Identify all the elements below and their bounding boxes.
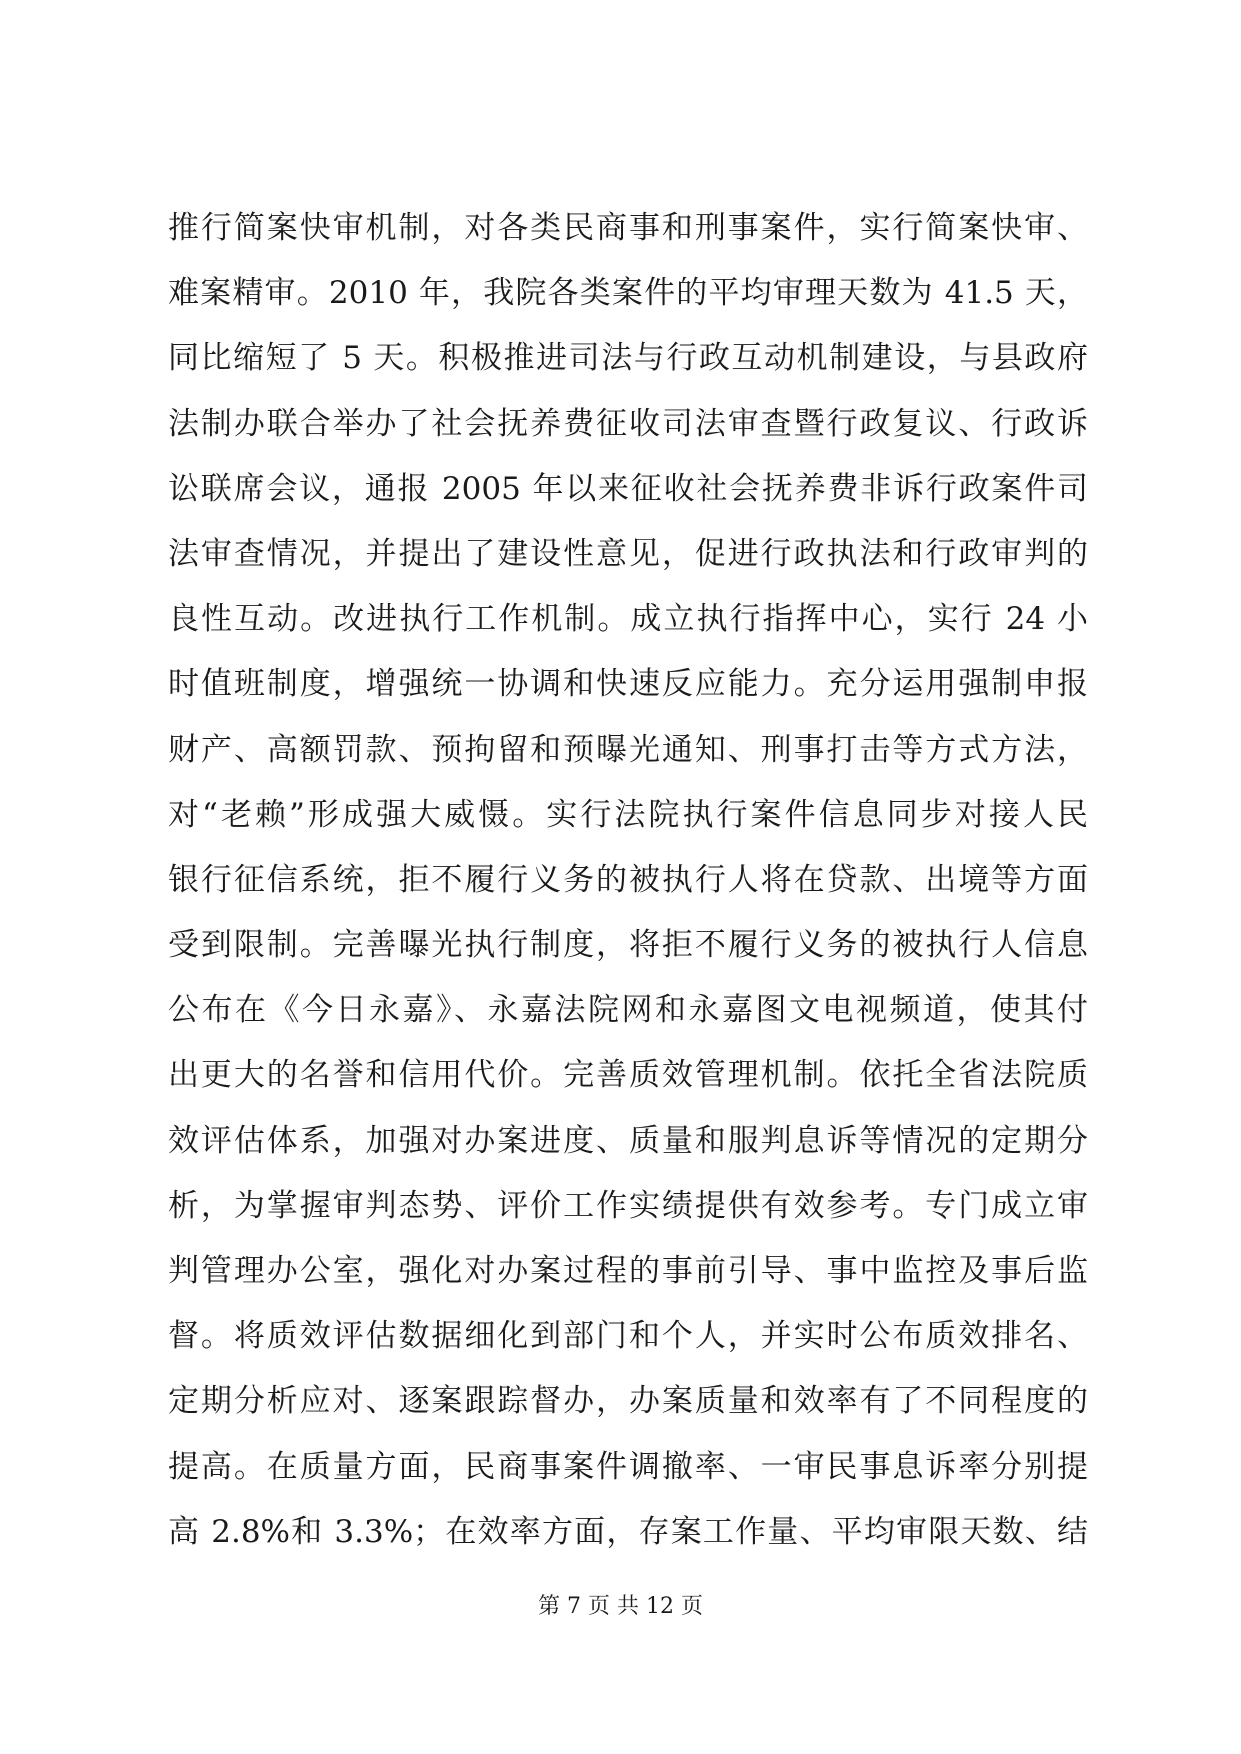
text-line: 督。将质效评估数据细化到部门和个人，并实时公布质效排名、	[168, 1318, 1088, 1355]
text-line: 同比缩短了 5 天。积极推进司法与行政互动机制建设，与县政府	[168, 340, 1088, 377]
page-footer	[0, 1592, 1241, 1622]
text-line: 时值班制度，增强统一协调和快速反应能力。充分运用强制申报	[168, 666, 1088, 703]
text-line: 公布在《今日永嘉》、永嘉法院网和永嘉图文电视频道，使其付	[168, 992, 1088, 1029]
text-line: 判管理办公室，强化对办案过程的事前引导、事中监控及事后监	[168, 1253, 1088, 1289]
text-line: 法审查情况，并提出了建设性意见，促进行政执法和行政审判的	[168, 535, 1088, 572]
text-line: 提高。在质量方面，民商事案件调撤率、一审民事息诉率分别提	[168, 1448, 1088, 1485]
text-line: 财产、高额罚款、预拘留和预曝光通知、刑事打击等方式方法，	[168, 731, 1088, 768]
text-line: 受到限制。完善曝光执行制度，将拒不履行义务的被执行人信息	[168, 927, 1088, 964]
text-line: 析，为掌握审判态势、评价工作实绩提供有效参考。专门成立审	[168, 1187, 1088, 1224]
text-line: 难案精审。2010 年，我院各类案件的平均审理天数为 41.5 天，	[168, 275, 1088, 312]
text-line: 出更大的名誉和信用代价。完善质效管理机制。依托全省法院质	[168, 1057, 1088, 1094]
text-line: 定期分析应对、逐案跟踪督办，办案质量和效率有了不同程度的	[168, 1383, 1088, 1420]
text-line: 效评估体系，加强对办案进度、质量和服判息诉等情况的定期分	[168, 1122, 1088, 1159]
text-line: 银行征信系统，拒不履行义务的被执行人将在贷款、出境等方面	[168, 861, 1088, 898]
text-line: 讼联席会议，通报 2005 年以来征收社会抚养费非诉行政案件司	[168, 470, 1088, 507]
page-number-label: 第 7 页 共 12 页	[538, 1594, 703, 1619]
text-line: 良性互动。改进执行工作机制。成立执行指挥中心，实行 24 小	[168, 601, 1088, 638]
text-line: 对“老赖”形成强大威慑。实行法院执行案件信息同步对接人民	[168, 796, 1088, 833]
text-line: 高 2.8%和 3.3%；在效率方面，存案工作量、平均审限天数、结	[168, 1513, 1088, 1550]
text-line: 推行简案快审机制，对各类民商事和刑事案件，实行简案快审、	[168, 210, 1088, 246]
text-line: 法制办联合举办了社会抚养费征收司法审查暨行政复议、行政诉	[168, 405, 1088, 442]
body-text	[168, 196, 1088, 1565]
